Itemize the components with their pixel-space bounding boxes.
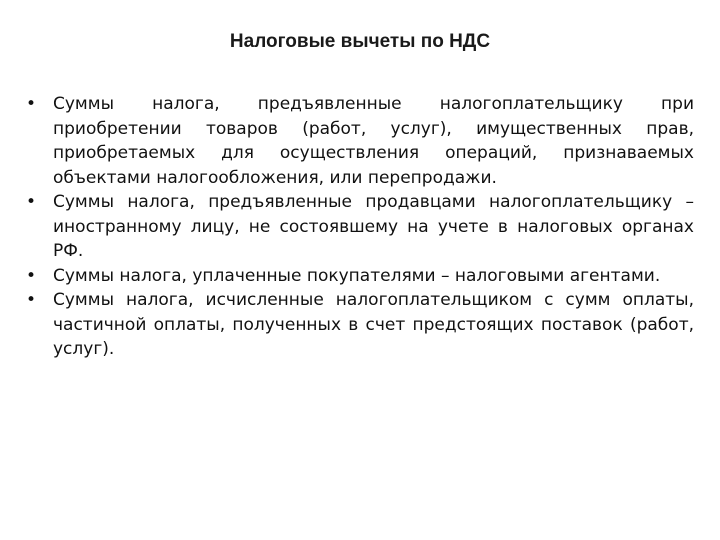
bullet-marker: • [26,192,37,212]
bullet-text: Суммы налога, уплаченные покупателями – налоговыми агентами. [53,265,661,286]
bullet-text: Суммы налога, исчисленные налогоплательщиком с сумм оплаты, частичной оплаты, полученных в счет предстоящих поставок (работ, услуг). [53,290,694,359]
bullet-item [26,92,694,190]
bullet-text: Суммы налога, предъявленные налогоплательщику при приобретении товаров (работ, услуг), имущественных прав, приобретаемых для осуществления операций, признаваемых объектами налогообложения, или перепродажи. [53,94,694,188]
slide-title: Налоговые вычеты по НДС [229,31,491,52]
bullet-item [26,190,694,264]
bullet-item [26,264,694,289]
bullet-marker: • [26,290,37,310]
bullet-text: Суммы налога, предъявленные продавцами налогоплательщику – иностранному лицу, не состоявшему на учете в налоговых органах РФ. [53,192,694,261]
bullet-list [26,92,694,362]
bullet-marker: • [26,94,37,114]
bullet-item [26,288,694,362]
bullet-marker: • [26,265,37,286]
